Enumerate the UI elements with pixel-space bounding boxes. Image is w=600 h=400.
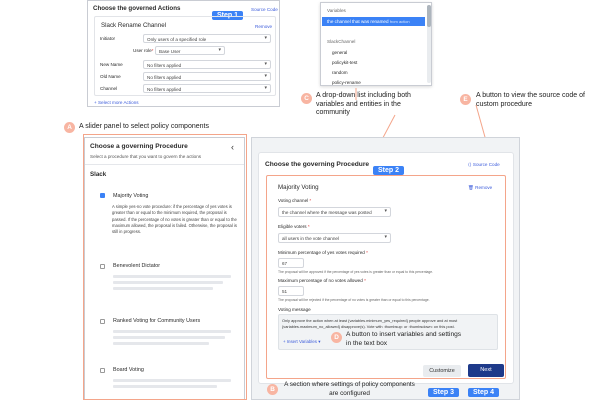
- channel-label: Channel: [100, 86, 118, 91]
- step1-card: [94, 16, 276, 96]
- annotation-c-badge: C: [301, 93, 312, 104]
- code-icon: ⟨⟩: [468, 162, 472, 167]
- settings-section: [266, 175, 506, 379]
- new-name-label: New Name: [100, 62, 123, 67]
- annotation-c-text: A drop-down list including both variables and entities in the community: [316, 92, 411, 116]
- step1-title: Choose the governed Actions: [93, 5, 181, 12]
- procedure-name: Board Voting: [113, 367, 144, 373]
- initiator-select[interactable]: Only users of a specified role ▾: [143, 34, 271, 43]
- annotation-a-text: A slider panel to select policy components: [79, 123, 209, 130]
- dropdown-item[interactable]: random: [332, 70, 348, 75]
- old-name-label: Old Name: [100, 74, 121, 79]
- annotation-a-badge: A: [64, 122, 75, 133]
- min-yes-help: The proposal will be approved if the percentage of yes votes is greater than or equal to this percentage.: [278, 270, 434, 274]
- trash-icon: 🗑: [468, 185, 474, 190]
- user-role-label: User role*: [133, 48, 154, 53]
- left-panel-title: Choose a governing Procedure: [90, 143, 188, 150]
- dropdown-item[interactable]: general: [332, 50, 348, 55]
- dropdown-item[interactable]: policykit-test: [332, 60, 358, 65]
- new-name-select[interactable]: No filters applied ▾: [143, 60, 271, 69]
- majority-voting-title: Majority Voting: [278, 184, 319, 191]
- initiator-label: Initiator: [100, 36, 116, 41]
- dropdown-scrollbar[interactable]: [427, 5, 431, 83]
- insert-variables-button[interactable]: + Insert Variables ▾: [283, 339, 321, 344]
- variables-dropdown: [320, 2, 432, 86]
- step2-badge: Step 2: [373, 159, 404, 177]
- chevron-down-icon: ▾: [318, 339, 321, 344]
- procedure-name: Ranked Voting for Community Users: [113, 318, 201, 324]
- user-role-select[interactable]: Base User ▾: [155, 46, 225, 55]
- dropdown-item[interactable]: policy-rename: [332, 80, 361, 85]
- customize-button[interactable]: Customize: [423, 365, 461, 377]
- voting-message-label: Voting message: [278, 307, 311, 312]
- max-no-label: Maximum percentage of no votes allowed *: [278, 278, 366, 283]
- procedure-description: A simple yes-no vote procedure: if the percentage of yes votes is greater than or equal to the minimum required, the proposal is passed. If the percentage of no votes is greater than or equal to the maximum allowed, the proposal is failed. Otherwise, the proposal is still in progress.: [112, 204, 237, 235]
- dropdown-section-variables: Variables: [327, 8, 346, 13]
- max-no-help: The proposal will be rejected if the percentage of no votes is greater than or equal to this percentage.: [278, 298, 430, 302]
- right-panel-title: Choose the governing Procedure: [265, 161, 370, 168]
- old-name-select[interactable]: No filters applied ▾: [143, 72, 271, 81]
- step1-source-code-link[interactable]: Source Code: [251, 7, 278, 12]
- select-more-actions-link[interactable]: + Select more Actions: [94, 100, 139, 105]
- annotation-e-text: A button to view the source code of custom procedure: [476, 92, 585, 108]
- annotation-b-badge: B: [267, 384, 278, 395]
- step4-badge: Step 4: [468, 381, 499, 399]
- annotation-e-badge: E: [460, 94, 471, 105]
- eligible-voters-label: Eligible voters *: [278, 224, 310, 229]
- step1-badge: Step 1: [212, 4, 243, 22]
- annotation-d-badge: D: [331, 332, 342, 343]
- step3-badge: Step 3: [428, 381, 459, 399]
- annotation-d-text: A button to insert variables and settings in the text box: [346, 331, 462, 347]
- next-button[interactable]: Next: [468, 364, 504, 377]
- channel-select[interactable]: No filters applied ▾: [143, 84, 271, 93]
- eligible-voters-select[interactable]: all users in the vote channel ▾: [278, 233, 391, 243]
- max-no-input[interactable]: 51: [278, 286, 304, 296]
- platform-heading: Slack: [90, 171, 107, 178]
- source-code-link[interactable]: ⟨⟩ Source Code: [468, 162, 500, 167]
- step1-remove-button[interactable]: Remove: [255, 24, 273, 29]
- annotation-b-text: A section where settings of policy components are configured: [284, 381, 415, 397]
- dropdown-item-selected[interactable]: the channel that was renamed from action: [322, 17, 425, 26]
- remove-button[interactable]: 🗑 Remove: [468, 185, 493, 190]
- annotation-a-outline: [83, 134, 247, 400]
- dropdown-section-slackchannel: SlackChannel: [327, 39, 356, 44]
- left-panel-subtitle: Select a procedure that you want to govern the actions: [90, 154, 202, 159]
- procedure-name: Majority Voting: [113, 193, 149, 199]
- step1-panel: [87, 0, 280, 107]
- voting-channel-label: Voting channel *: [278, 198, 312, 203]
- min-yes-label: Minimum percentage of yes votes required *: [278, 250, 368, 255]
- min-yes-input[interactable]: 67: [278, 258, 304, 268]
- step1-card-title: Slack Rename Channel: [101, 22, 167, 29]
- voting-message-text: Only approve the action when at least {variables.minimum_yes_required} people approve and at most {variables.maximum_no_allowed} disapprove(s). Vote with :thumbsup: or :thumbsdown: on this post.: [282, 318, 458, 329]
- voting-channel-select[interactable]: the channel where the message was posted ▾: [278, 207, 391, 217]
- procedure-name: Benevolent Dictator: [113, 263, 161, 269]
- collapse-chevron-icon[interactable]: ‹: [231, 142, 234, 152]
